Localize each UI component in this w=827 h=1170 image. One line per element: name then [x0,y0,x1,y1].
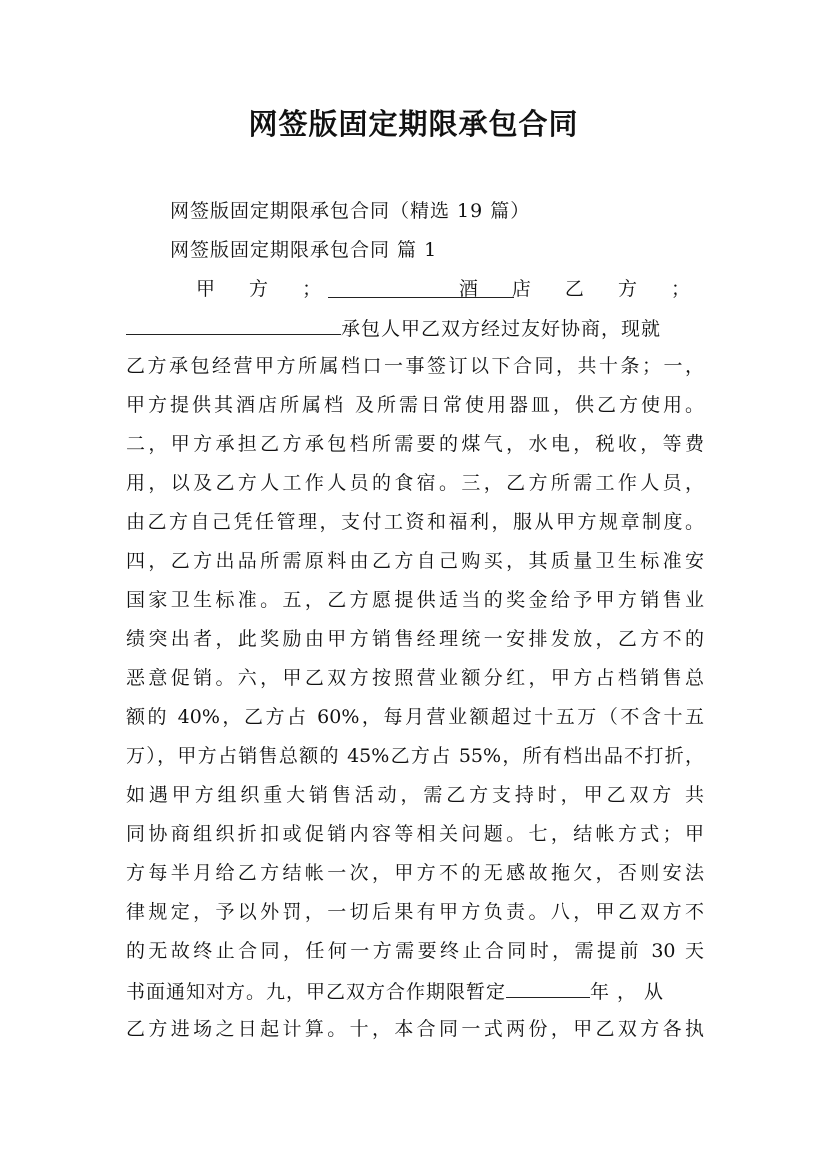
party-b-label: 酒 店 乙 方 ； [458,278,704,300]
body-line-text: 承包人甲乙双方经过友好协商，现就 [341,318,662,340]
body-line [126,314,704,342]
party-b-blank [126,314,341,335]
body-line: 乙方承包经营甲方所属档口一事签订以下合同，共十条；一， [126,355,704,377]
document-title: 网签版固定期限承包合同 [248,107,579,141]
body-line: 二，甲方承担乙方承包档所需要的煤气，水电，税收，等费 [126,433,704,455]
term-years-blank [506,977,590,998]
body-line: 绩突出者，此奖励由甲方销售经理统一安排发放，乙方不的 [126,628,704,650]
body-line: 的无故终止合同，任何一方需要终止合同时，需提前 30 天 [126,940,704,962]
body-line: 国家卫生标准。五，乙方愿提供适当的奖金给予甲方销售业 [126,589,704,611]
body-line-text: 书面通知对方。九，甲乙双方合作期限暂定 [126,981,507,1003]
body-line: 额的 40%，乙方占 60%，每月营业额超过十五万（不含十五 [126,706,704,728]
body-line: 由乙方自己凭任管理，支付工资和福利，服从甲方规章制度。 [126,511,704,533]
party-a-label: 甲 方 ； [196,278,336,300]
body-line: 乙方进场之日起计算。十，本合同一式两份，甲乙双方各执 [126,1018,704,1040]
body-line: 用，以及乙方人工作人员的食宿。三，乙方所需工作人员， [126,472,704,494]
body-line: 方每半月给乙方结帐一次，甲方不的无感故拖欠，否则安法 [126,862,704,884]
body-line-text: 年，从 [590,981,672,1003]
body-line: 恶意促销。六，甲乙双方按照营业额分红，甲方占档销售总 [126,667,704,689]
body-line: 四，乙方出品所需原料由乙方自己购买，其质量卫生标准安 [126,550,704,572]
body-line: 同协商组织折扣或促销内容等相关问题。七，结帐方式；甲 [126,823,704,845]
party-line [126,276,704,302]
section-heading: 网签版固定期限承包合同 篇 1 [170,239,438,261]
body-line: 万），甲方占销售总额的 45%乙方占 55%，所有档出品不打折， [126,745,704,767]
body-line [126,977,704,1005]
document-subtitle: 网签版固定期限承包合同（精选 19 篇） [170,200,531,222]
body-line: 律规定，予以外罚，一切后果有甲方负责。八，甲乙双方不 [126,901,704,923]
body-line: 如遇甲方组织重大销售活动，需乙方支持时，甲乙双方 共 [126,784,704,806]
body-line: 甲方提供其酒店所属档 及所需日常使用器皿，供乙方使用。 [126,394,704,416]
